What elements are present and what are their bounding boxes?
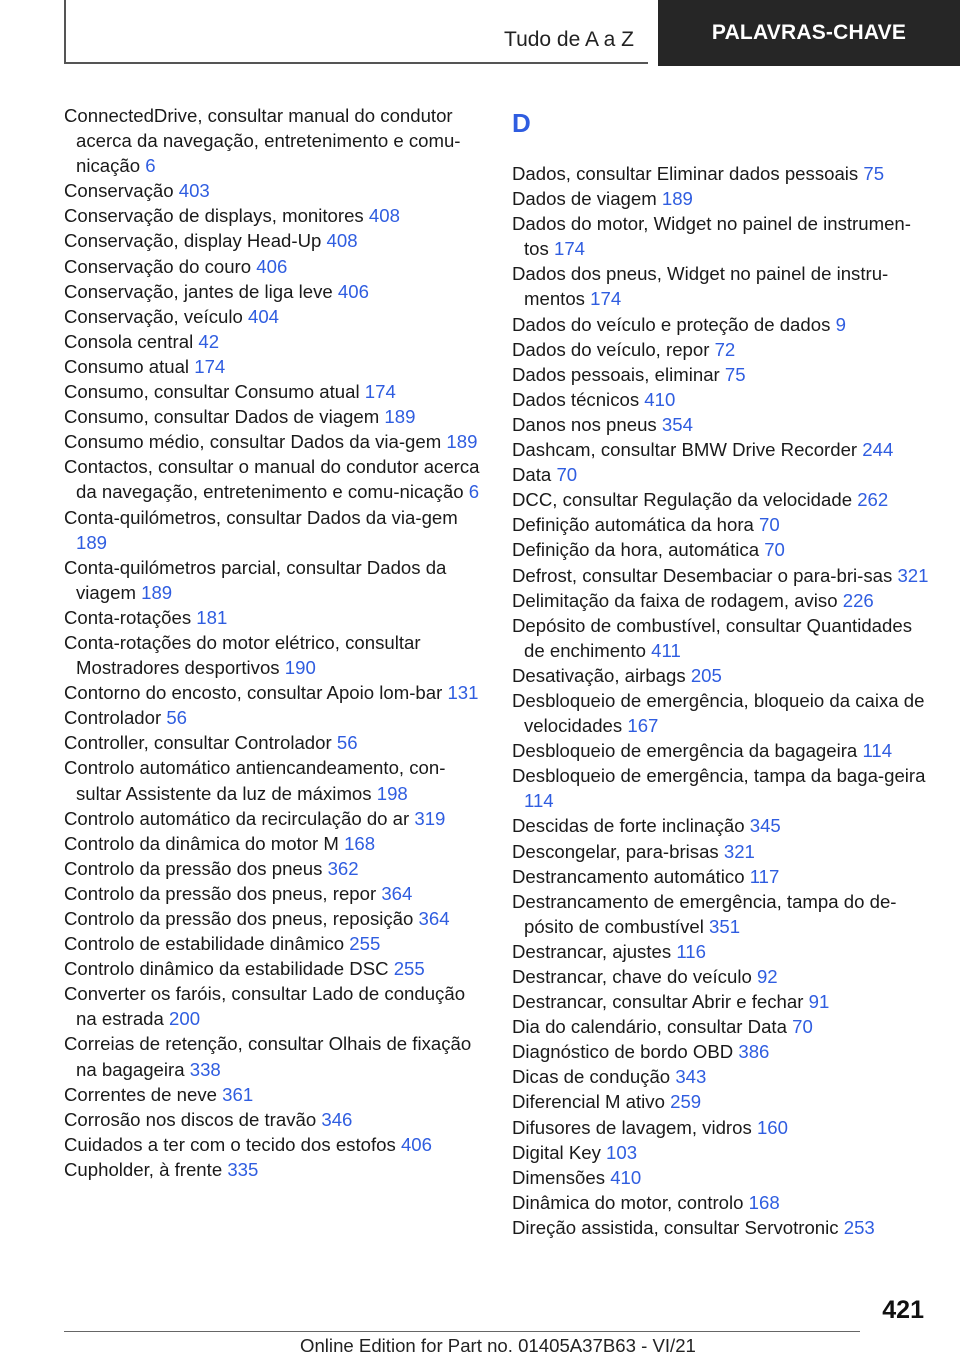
entry-text: Desbloqueio de emergência da bagageira	[512, 740, 858, 762]
index-entry	[512, 1039, 932, 1064]
index-entry	[64, 981, 484, 1031]
index-entry	[64, 605, 484, 630]
page-link[interactable]: 198	[376, 782, 408, 804]
page-link[interactable]: 321	[897, 564, 929, 586]
entry-text: Conservação de displays, monitores	[64, 205, 364, 227]
entry-text: Dados do motor, Widget no painel de instrumen-tos	[512, 213, 911, 260]
page-link[interactable]: 386	[738, 1041, 770, 1063]
index-entry	[64, 279, 484, 304]
entry-text: Cuidados a ter com o tecido dos estofos	[64, 1133, 396, 1155]
entry-text: Converter os faróis, consultar Lado de condução na estrada	[64, 983, 466, 1030]
entry-text: Dimensões	[512, 1166, 606, 1188]
page-link[interactable]: 70	[764, 539, 785, 561]
entry-text: Controlo automático da recirculação do ar	[64, 807, 410, 829]
entry-text: DCC, consultar Regulação da velocidade	[512, 489, 853, 511]
page-link[interactable]: 351	[709, 915, 741, 937]
index-entry	[64, 1132, 484, 1157]
entry-text: Controlo de estabilidade dinâmico	[64, 933, 345, 955]
index-entry	[64, 881, 484, 906]
index-entry	[64, 103, 484, 178]
index-entry	[64, 555, 484, 605]
entry-text: Consumo, consultar Dados de viagem	[64, 406, 380, 428]
entry-text: Conservação, veículo	[64, 305, 243, 327]
entry-text: Dashcam, consultar BMW Drive Recorder	[512, 439, 858, 461]
entry-text: Controlador	[64, 707, 162, 729]
entry-text: Correias de retenção, consultar Olhais de fixação na bagageira	[64, 1033, 472, 1080]
index-entry	[512, 462, 932, 487]
entry-text: Consumo, consultar Consumo atual	[64, 381, 360, 403]
page-link[interactable]: 174	[194, 355, 226, 377]
index-entry	[512, 1089, 932, 1114]
entry-text: Desbloqueio de emergência, tampa da baga-geira	[512, 765, 926, 787]
index-entry	[512, 512, 932, 537]
index-entry	[512, 588, 932, 613]
page-link[interactable]: 338	[189, 1058, 221, 1080]
index-entry	[512, 889, 932, 939]
index-entry	[512, 563, 932, 588]
entry-text: Data	[512, 464, 552, 486]
index-entry	[64, 1031, 484, 1081]
index-entry	[512, 261, 932, 311]
entry-text: Diagnóstico de bordo OBD	[512, 1041, 734, 1063]
page-link[interactable]: 205	[690, 664, 722, 686]
entry-text: Corrosão nos discos de travão	[64, 1108, 317, 1130]
page-link[interactable]: 408	[326, 230, 358, 252]
entry-text: Controller, consultar Controlador	[64, 732, 332, 754]
index-entry	[512, 613, 932, 663]
entry-text: Conta-rotações	[64, 606, 192, 628]
page-link[interactable]: 362	[327, 857, 359, 879]
page-link[interactable]: 189	[661, 188, 693, 210]
index-entry	[64, 806, 484, 831]
entry-text: Destrancamento automático	[512, 865, 745, 887]
page-link[interactable]: 114	[524, 790, 554, 812]
index-entry	[64, 354, 484, 379]
index-entry	[512, 663, 932, 688]
index-entry	[64, 1107, 484, 1132]
entry-text: Conservação do couro	[64, 255, 252, 277]
page-link[interactable]: 189	[384, 406, 416, 428]
entry-text: Conservação, jantes de liga leve	[64, 280, 333, 302]
entry-text: Destrancar, ajustes	[512, 940, 672, 962]
index-entry	[512, 1064, 932, 1089]
entry-text: Conservação	[64, 180, 174, 202]
page-link[interactable]: 189	[446, 431, 478, 453]
page-link[interactable]: 335	[227, 1158, 259, 1180]
page-link[interactable]: 70	[792, 1016, 813, 1038]
entry-text: Descongelar, para-brisas	[512, 840, 719, 862]
index-entries-d	[512, 161, 932, 1240]
index-entry	[64, 931, 484, 956]
page-link[interactable]: 103	[606, 1141, 638, 1163]
index-entry	[512, 337, 932, 362]
chapter-tab[interactable]	[658, 0, 960, 66]
page-link[interactable]: 253	[843, 1216, 875, 1238]
page-link[interactable]: 244	[862, 439, 894, 461]
page-link[interactable]: 181	[196, 606, 228, 628]
page-link[interactable]: 200	[169, 1008, 201, 1030]
entry-text: Dados do veículo, repor	[512, 338, 710, 360]
index-entry	[512, 864, 932, 889]
entry-text: Dinâmica do motor, controlo	[512, 1191, 744, 1213]
page-link[interactable]: 174	[553, 238, 586, 260]
entry-text: Controlo da pressão dos pneus	[64, 857, 323, 879]
index-entry	[512, 813, 932, 838]
index-column-left	[64, 103, 484, 1182]
entry-text: Conservação, display Head-Up	[64, 230, 322, 252]
entry-text: Dados do veículo e proteção de dados	[512, 313, 831, 335]
page-number: 421	[882, 1296, 924, 1324]
index-entry	[64, 755, 484, 805]
page-link[interactable]: 364	[381, 882, 413, 904]
index-entry	[512, 437, 932, 462]
entry-text: Danos nos pneus	[512, 413, 657, 435]
index-entry	[512, 537, 932, 562]
footer-edition: Online Edition for Part no. 01405A37B63 - VI/21	[300, 1335, 696, 1356]
page-link[interactable]: 406	[400, 1133, 432, 1155]
entry-text: Depósito de combustível, consultar Quantidades de enchimento	[512, 614, 912, 661]
page-link[interactable]: 75	[724, 363, 746, 385]
entry-text: Controlo da pressão dos pneus, repor	[64, 882, 377, 904]
index-entry	[512, 211, 932, 261]
entry-text: Conta-quilómetros, consultar Dados da via-gem	[64, 506, 458, 528]
index-entry	[64, 1157, 484, 1182]
page-link[interactable]: 226	[842, 589, 874, 611]
entry-text: Consumo médio, consultar Dados da via-gem	[64, 431, 442, 453]
page-link[interactable]: 116	[676, 940, 706, 962]
index-entry	[512, 387, 932, 412]
index-entry	[512, 412, 932, 437]
page-link[interactable]: 189	[141, 581, 173, 603]
entry-text: Dados técnicos	[512, 388, 640, 410]
index-entry	[64, 856, 484, 881]
page-link[interactable]: 361	[222, 1083, 254, 1105]
entry-text: Dicas de condução	[512, 1066, 671, 1088]
index-entry	[64, 1082, 484, 1107]
page-link[interactable]: 6	[145, 155, 156, 177]
index-entry	[512, 989, 932, 1014]
index-entry	[512, 1215, 932, 1240]
entry-text: Controlo da dinâmica do motor M	[64, 832, 339, 854]
header-bottom-rule	[64, 62, 648, 64]
entry-text: Desbloqueio de emergência, bloqueio da caixa de velocidades	[512, 689, 925, 737]
page-link[interactable]: 91	[808, 991, 830, 1013]
page-link[interactable]: 70	[759, 514, 780, 536]
entry-text: Defrost, consultar Desembaciar o para-bri-sas	[512, 564, 893, 586]
index-entry	[512, 964, 932, 989]
page-link[interactable]: 174	[364, 381, 396, 403]
index-entry	[512, 688, 932, 738]
page-link[interactable]: 131	[447, 682, 479, 704]
index-entry	[512, 1165, 932, 1190]
entry-text: Diferencial M ativo	[512, 1091, 665, 1113]
entry-text: Correntes de neve	[64, 1083, 217, 1105]
page-link[interactable]: 403	[178, 180, 210, 202]
index-entry	[64, 429, 484, 454]
index-entry	[64, 228, 484, 253]
page-link[interactable]: 6	[468, 481, 480, 503]
index-entry	[512, 161, 932, 186]
page-link[interactable]: 190	[284, 657, 316, 679]
index-entry	[512, 1140, 932, 1165]
entry-text: Dados, consultar Eliminar dados pessoais	[512, 163, 859, 184]
page-link[interactable]: 72	[714, 338, 736, 360]
page-link[interactable]: 259	[670, 1091, 702, 1113]
entry-text: ConnectedDrive, consultar manual do condutor acerca da navegação, entretenimento e comu-nicação	[64, 105, 461, 177]
page-link[interactable]: 189	[76, 531, 108, 553]
entry-text: Destrancar, chave do veículo	[512, 966, 752, 987]
entry-text: Direção assistida, consultar Servotronic	[512, 1216, 839, 1238]
entry-text: Dados pessoais, eliminar	[512, 363, 720, 385]
header-left-rule	[64, 0, 66, 62]
page-link[interactable]: 70	[556, 464, 578, 486]
entry-text: Controlo da pressão dos pneus, reposição	[64, 908, 414, 929]
page-link[interactable]: 174	[590, 288, 622, 310]
page-link[interactable]: 168	[344, 832, 376, 854]
entry-text: Desativação, airbags	[512, 664, 686, 686]
page-link[interactable]: 255	[393, 958, 425, 980]
page-link[interactable]: 319	[414, 807, 446, 829]
entry-text: Dia do calendário, consultar Data	[512, 1016, 787, 1038]
index-entry	[64, 505, 484, 555]
page-link[interactable]: 408	[368, 205, 400, 227]
page-link[interactable]: 321	[723, 840, 755, 862]
page-link[interactable]: 160	[756, 1116, 788, 1138]
index-entry	[512, 362, 932, 387]
index-entry	[512, 939, 932, 964]
index-entry	[64, 178, 484, 203]
page-link[interactable]: 410	[644, 388, 676, 410]
entry-text: Controlo dinâmico da estabilidade DSC	[64, 958, 389, 980]
index-entry	[512, 1115, 932, 1140]
index-entry	[64, 680, 484, 705]
entry-text: Delimitação da faixa de rodagem, aviso	[512, 589, 838, 611]
entry-text: Dados de viagem	[512, 188, 657, 210]
entry-text: Destrancamento de emergência, tampa do de-pósito de combustível	[512, 890, 897, 937]
page-link[interactable]: 411	[651, 639, 681, 661]
index-entry	[512, 738, 932, 763]
entry-text: Contorno do encosto, consultar Apoio lom-bar	[64, 682, 443, 704]
page-link[interactable]: 404	[247, 305, 280, 327]
page-link[interactable]: 9	[835, 313, 846, 335]
entry-text: Consola central	[64, 330, 194, 352]
index-entry	[512, 186, 932, 211]
page-link[interactable]: 343	[675, 1066, 707, 1088]
entry-text: Contactos, consultar o manual do condutor acerca da navegação, entretenimento e comu-nicação	[64, 456, 480, 503]
index-column-right	[512, 103, 932, 1240]
index-entry	[64, 956, 484, 981]
index-entry	[64, 730, 484, 755]
page-link[interactable]: 42	[198, 330, 220, 352]
entry-text: Conta-rotações do motor elétrico, consultar Mostradores desportivos	[64, 631, 421, 679]
page-link[interactable]: 255	[349, 933, 381, 955]
index-entry	[64, 705, 484, 730]
index-entry	[64, 203, 484, 228]
page-link[interactable]: 56	[336, 732, 358, 754]
footer-rule	[64, 1331, 860, 1332]
entry-text: Destrancar, consultar Abrir e fechar	[512, 991, 804, 1013]
page-link[interactable]: 56	[166, 707, 188, 729]
index-entry	[64, 304, 484, 329]
page-link[interactable]: 364	[418, 908, 450, 929]
index-entry	[512, 1190, 932, 1215]
entry-text: Controlo automático antiencandeamento, con-sultar Assistente da luz de máximos	[64, 757, 446, 804]
chapter-tab-label: PALAVRAS-CHAVE	[711, 21, 907, 44]
page-link[interactable]: 345	[749, 815, 781, 837]
index-entry	[64, 454, 484, 504]
entry-text: Conta-quilómetros parcial, consultar Dados da viagem	[64, 556, 447, 603]
entry-text: Difusores de lavagem, vidros	[512, 1116, 752, 1138]
index-entry	[64, 630, 484, 680]
entry-text: Definição da hora, automática	[512, 539, 760, 561]
letter-heading: D	[512, 108, 531, 138]
entry-text: Descidas de forte inclinação	[512, 815, 745, 837]
page-link[interactable]: 406	[337, 280, 369, 302]
page-link[interactable]: 406	[256, 255, 288, 277]
page-link[interactable]: 167	[627, 715, 659, 737]
index-entry	[512, 312, 932, 337]
page-link[interactable]: 114	[862, 740, 893, 762]
index-entry	[512, 763, 932, 813]
page-link[interactable]: 410	[610, 1166, 642, 1188]
index-entry	[64, 329, 484, 354]
index-entry	[512, 487, 932, 512]
index-entry	[64, 254, 484, 279]
page-link[interactable]: 117	[749, 865, 780, 887]
entry-text: Cupholder, à frente	[64, 1158, 223, 1180]
index-entry	[64, 404, 484, 429]
index-entry	[64, 906, 484, 931]
entry-text: Digital Key	[512, 1141, 601, 1163]
index-entry	[512, 839, 932, 864]
page-link[interactable]: 262	[857, 489, 889, 511]
page-link[interactable]: 346	[321, 1108, 353, 1130]
index-entry	[64, 379, 484, 404]
index-entry	[512, 1014, 932, 1039]
entry-text: Dados dos pneus, Widget no painel de instru-mentos	[512, 263, 889, 310]
page-link[interactable]: 75	[863, 163, 885, 184]
entry-text: Definição automática da hora	[512, 514, 754, 536]
index-entry	[64, 831, 484, 856]
entry-text: Consumo atual	[64, 355, 190, 377]
page-link[interactable]: 168	[748, 1191, 780, 1213]
page-link[interactable]: 354	[661, 413, 693, 435]
section-title: Tudo de A a Z	[504, 28, 634, 51]
page-link[interactable]: 92	[756, 966, 778, 987]
